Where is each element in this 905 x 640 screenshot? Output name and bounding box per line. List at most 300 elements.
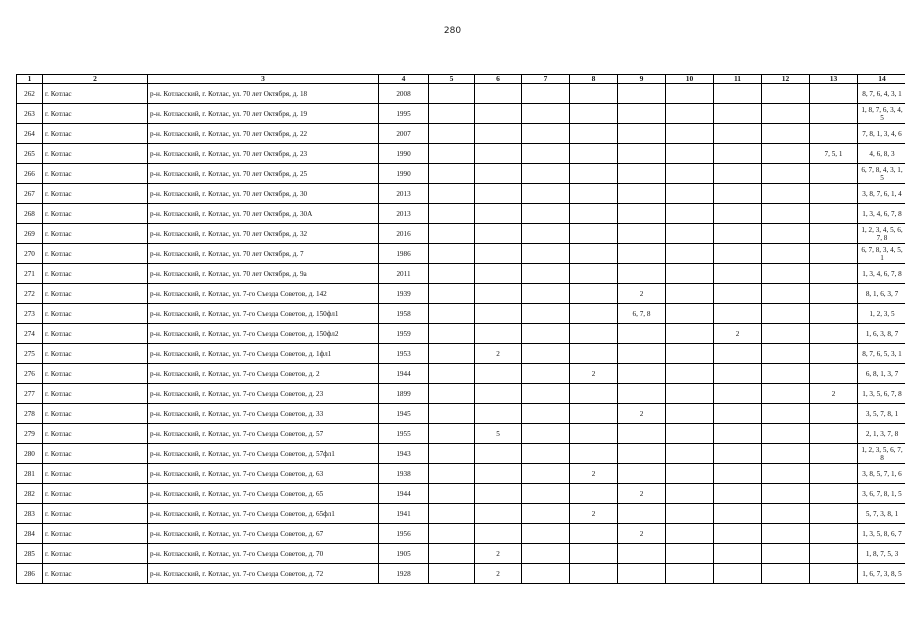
col-10-cell [666,524,714,544]
settlement-cell: г. Котлас [43,484,148,504]
col-10-cell [666,184,714,204]
col-6-cell: 2 [475,564,522,584]
column-header-3: 3 [148,75,379,84]
col-8-cell [570,564,618,584]
col-14-cell: 8, 7, 6, 5, 3, 1 [858,344,905,364]
col-13-cell [810,444,858,464]
col-14-cell: 1, 3, 5, 6, 7, 8 [858,384,905,404]
col-12-cell [762,284,810,304]
col-9-cell: 2 [618,284,666,304]
table-row [17,284,905,304]
col-6-cell [475,384,522,404]
year-cell: 1941 [379,504,429,524]
col-11-cell [714,144,762,164]
col-12-cell [762,444,810,464]
settlement-cell: г. Котлас [43,284,148,304]
col-13-cell [810,224,858,244]
col-11-cell [714,184,762,204]
column-header-4: 4 [379,75,429,84]
col-8-cell [570,524,618,544]
col-7-cell [522,84,570,104]
col-7-cell [522,324,570,344]
year-cell: 2016 [379,224,429,244]
table-row [17,564,905,584]
col-10-cell [666,244,714,264]
col-13-cell [810,344,858,364]
address-cell: р-н. Котласский, г. Котлас, ул. 70 лет Октября, д. 32 [148,224,379,244]
column-header-5: 5 [429,75,475,84]
col-8-cell: 2 [570,364,618,384]
table-row [17,184,905,204]
column-header-2: 2 [43,75,148,84]
col-8-cell [570,484,618,504]
year-cell: 1995 [379,104,429,124]
col-13-cell [810,424,858,444]
year-cell: 1990 [379,164,429,184]
col-7-cell [522,504,570,524]
settlement-cell: г. Котлас [43,344,148,364]
row-number-cell: 284 [17,524,43,544]
col-8-cell [570,404,618,424]
col-9-cell [618,164,666,184]
col-10-cell [666,124,714,144]
col-5-cell [429,244,475,264]
col-5-cell [429,444,475,464]
col-7-cell [522,424,570,444]
col-12-cell [762,244,810,264]
col-6-cell [475,104,522,124]
address-cell: р-н. Котласский, г. Котлас, ул. 70 лет Октября, д. 23 [148,144,379,164]
row-number-cell: 279 [17,424,43,444]
year-cell: 1938 [379,464,429,484]
col-13-cell [810,544,858,564]
col-9-cell [618,544,666,564]
col-8-cell: 2 [570,464,618,484]
table-row [17,444,905,464]
col-6-cell [475,464,522,484]
col-10-cell [666,424,714,444]
col-9-cell [618,384,666,404]
col-9-cell [618,364,666,384]
settlement-cell: г. Котлас [43,444,148,464]
col-11-cell [714,344,762,364]
col-6-cell [475,224,522,244]
col-14-cell: 3, 5, 7, 8, 1 [858,404,905,424]
col-13-cell [810,364,858,384]
col-12-cell [762,324,810,344]
col-7-cell [522,124,570,144]
col-11-cell [714,304,762,324]
col-14-cell: 1, 2, 3, 5, 6, 7, 8 [858,444,905,464]
col-12-cell [762,384,810,404]
col-10-cell [666,144,714,164]
col-7-cell [522,204,570,224]
year-cell: 1905 [379,544,429,564]
col-8-cell [570,124,618,144]
row-number-cell: 278 [17,404,43,424]
table-row [17,104,905,124]
column-header-13: 13 [810,75,858,84]
settlement-cell: г. Котлас [43,204,148,224]
col-6-cell [475,524,522,544]
col-5-cell [429,364,475,384]
row-number-cell: 262 [17,84,43,104]
table-row [17,324,905,344]
address-cell: р-н. Котласский, г. Котлас, ул. 7-го Съезда Советов, д. 150фл2 [148,324,379,344]
address-cell: р-н. Котласский, г. Котлас, ул. 7-го Съезда Советов, д. 67 [148,524,379,544]
row-number-cell: 286 [17,564,43,584]
col-7-cell [522,284,570,304]
col-14-cell: 8, 1, 6, 3, 7 [858,284,905,304]
col-8-cell [570,84,618,104]
col-13-cell [810,524,858,544]
col-9-cell: 2 [618,524,666,544]
column-header-9: 9 [618,75,666,84]
col-9-cell [618,224,666,244]
col-13-cell [810,324,858,344]
address-cell: р-н. Котласский, г. Котлас, ул. 7-го Съезда Советов, д. 33 [148,404,379,424]
table-row [17,124,905,144]
col-14-cell: 3, 6, 7, 8, 1, 5 [858,484,905,504]
address-cell: р-н. Котласский, г. Котлас, ул. 70 лет Октября, д. 7 [148,244,379,264]
settlement-cell: г. Котлас [43,504,148,524]
row-number-cell: 273 [17,304,43,324]
table-body [17,84,905,584]
table-row [17,484,905,504]
col-12-cell [762,184,810,204]
col-14-cell: 1, 2, 3, 5 [858,304,905,324]
col-7-cell [522,244,570,264]
table-row [17,264,905,284]
col-5-cell [429,304,475,324]
col-5-cell [429,144,475,164]
col-12-cell [762,544,810,564]
col-9-cell: 6, 7, 8 [618,304,666,324]
col-12-cell [762,564,810,584]
col-13-cell [810,464,858,484]
row-number-cell: 276 [17,364,43,384]
col-9-cell [618,444,666,464]
page-number: 280 [443,26,462,36]
col-11-cell [714,84,762,104]
col-5-cell [429,164,475,184]
col-11-cell [714,164,762,184]
col-8-cell [570,164,618,184]
col-11-cell [714,104,762,124]
col-11-cell [714,384,762,404]
row-number-cell: 264 [17,124,43,144]
col-5-cell [429,564,475,584]
col-9-cell [618,264,666,284]
col-12-cell [762,364,810,384]
col-12-cell [762,304,810,324]
row-number-cell: 277 [17,384,43,404]
address-cell: р-н. Котласский, г. Котлас, ул. 7-го Съезда Советов, д. 63 [148,464,379,484]
col-14-cell: 6, 8, 1, 3, 7 [858,364,905,384]
col-13-cell: 2 [810,384,858,404]
row-number-cell: 266 [17,164,43,184]
col-9-cell [618,464,666,484]
col-11-cell [714,524,762,544]
column-header-8: 8 [570,75,618,84]
address-cell: р-н. Котласский, г. Котлас, ул. 7-го Съезда Советов, д. 2 [148,364,379,384]
col-8-cell [570,144,618,164]
col-11-cell [714,364,762,384]
col-13-cell [810,404,858,424]
address-cell: р-н. Котласский, г. Котлас, ул. 70 лет Октября, д. 30 [148,184,379,204]
col-10-cell [666,544,714,564]
address-cell: р-н. Котласский, г. Котлас, ул. 7-го Съезда Советов, д. 150фл1 [148,304,379,324]
col-7-cell [522,164,570,184]
table-row [17,464,905,484]
row-number-cell: 274 [17,324,43,344]
col-13-cell: 7, 5, 1 [810,144,858,164]
col-5-cell [429,104,475,124]
col-6-cell [475,84,522,104]
col-10-cell [666,104,714,124]
year-cell: 1956 [379,524,429,544]
table-row [17,164,905,184]
settlement-cell: г. Котлас [43,184,148,204]
row-number-cell: 263 [17,104,43,124]
settlement-cell: г. Котлас [43,124,148,144]
col-9-cell [618,504,666,524]
col-10-cell [666,504,714,524]
col-11-cell [714,264,762,284]
col-7-cell [522,344,570,364]
col-7-cell [522,224,570,244]
col-11-cell [714,424,762,444]
row-number-cell: 265 [17,144,43,164]
address-cell: р-н. Котласский, г. Котлас, ул. 7-го Съезда Советов, д. 1фл1 [148,344,379,364]
col-8-cell [570,444,618,464]
address-cell: р-н. Котласский, г. Котлас, ул. 70 лет Октября, д. 19 [148,104,379,124]
col-14-cell: 7, 8, 1, 3, 4, 6 [858,124,905,144]
col-12-cell [762,124,810,144]
col-11-cell [714,444,762,464]
column-header-11: 11 [714,75,762,84]
settlement-cell: г. Котлас [43,264,148,284]
col-11-cell [714,544,762,564]
col-11-cell [714,124,762,144]
col-8-cell [570,384,618,404]
col-8-cell [570,284,618,304]
row-number-cell: 280 [17,444,43,464]
col-6-cell [475,404,522,424]
address-cell: р-н. Котласский, г. Котлас, ул. 7-го Съезда Советов, д. 57фл1 [148,444,379,464]
col-14-cell: 1, 3, 5, 8, 6, 7 [858,524,905,544]
settlement-cell: г. Котлас [43,104,148,124]
col-12-cell [762,504,810,524]
col-8-cell [570,324,618,344]
col-12-cell [762,204,810,224]
settlement-cell: г. Котлас [43,464,148,484]
col-9-cell [618,124,666,144]
col-8-cell [570,344,618,364]
col-14-cell: 1, 8, 7, 5, 3 [858,544,905,564]
table-row [17,364,905,384]
col-9-cell: 2 [618,484,666,504]
col-9-cell [618,144,666,164]
settlement-cell: г. Котлас [43,364,148,384]
col-10-cell [666,364,714,384]
col-7-cell [522,564,570,584]
col-14-cell: 1, 6, 7, 3, 8, 5 [858,564,905,584]
col-11-cell [714,484,762,504]
col-9-cell [618,424,666,444]
col-14-cell: 8, 7, 6, 4, 3, 1 [858,84,905,104]
column-header-14: 14 [858,75,905,84]
col-10-cell [666,464,714,484]
col-14-cell: 5, 7, 3, 8, 1 [858,504,905,524]
col-13-cell [810,104,858,124]
col-13-cell [810,304,858,324]
address-cell: р-н. Котласский, г. Котлас, ул. 7-го Съезда Советов, д. 72 [148,564,379,584]
col-5-cell [429,484,475,504]
col-6-cell [475,144,522,164]
year-cell: 2008 [379,84,429,104]
col-12-cell [762,144,810,164]
address-cell: р-н. Котласский, г. Котлас, ул. 7-го Съезда Советов, д. 70 [148,544,379,564]
address-cell: р-н. Котласский, г. Котлас, ул. 70 лет Октября, д. 22 [148,124,379,144]
col-14-cell: 6, 7, 8, 4, 3, 1, 5 [858,164,905,184]
col-10-cell [666,564,714,584]
row-number-cell: 272 [17,284,43,304]
col-5-cell [429,284,475,304]
row-number-cell: 267 [17,184,43,204]
col-5-cell [429,384,475,404]
col-5-cell [429,344,475,364]
col-14-cell: 1, 3, 4, 6, 7, 8 [858,204,905,224]
address-cell: р-н. Котласский, г. Котлас, ул. 7-го Съезда Советов, д. 57 [148,424,379,444]
year-cell: 1958 [379,304,429,324]
col-14-cell: 1, 2, 3, 4, 5, 6, 7, 8 [858,224,905,244]
col-12-cell [762,464,810,484]
col-7-cell [522,144,570,164]
row-number-cell: 285 [17,544,43,564]
year-cell: 1944 [379,364,429,384]
col-6-cell [475,164,522,184]
col-7-cell [522,404,570,424]
year-cell: 1955 [379,424,429,444]
col-11-cell [714,504,762,524]
address-cell: р-н. Котласский, г. Котлас, ул. 70 лет Октября, д. 18 [148,84,379,104]
row-number-cell: 283 [17,504,43,524]
col-13-cell [810,504,858,524]
col-6-cell [475,444,522,464]
column-header-10: 10 [666,75,714,84]
year-cell: 2013 [379,204,429,224]
col-7-cell [522,444,570,464]
col-6-cell [475,124,522,144]
col-10-cell [666,404,714,424]
col-5-cell [429,84,475,104]
col-10-cell [666,384,714,404]
year-cell: 1953 [379,344,429,364]
address-cell: р-н. Котласский, г. Котлас, ул. 7-го Съезда Советов, д. 23 [148,384,379,404]
col-5-cell [429,544,475,564]
col-8-cell: 2 [570,504,618,524]
settlement-cell: г. Котлас [43,84,148,104]
col-12-cell [762,164,810,184]
col-12-cell [762,484,810,504]
col-8-cell [570,544,618,564]
address-cell: р-н. Котласский, г. Котлас, ул. 70 лет Октября, д. 25 [148,164,379,184]
year-cell: 1928 [379,564,429,584]
col-5-cell [429,424,475,444]
col-9-cell [618,84,666,104]
col-10-cell [666,164,714,184]
col-7-cell [522,544,570,564]
year-cell: 2011 [379,264,429,284]
col-7-cell [522,384,570,404]
table-row [17,524,905,544]
col-12-cell [762,424,810,444]
col-13-cell [810,184,858,204]
col-5-cell [429,324,475,344]
table-row [17,244,905,264]
settlement-cell: г. Котлас [43,164,148,184]
col-5-cell [429,204,475,224]
year-cell: 1986 [379,244,429,264]
address-cell: р-н. Котласский, г. Котлас, ул. 70 лет Октября, д. 30А [148,204,379,224]
col-12-cell [762,524,810,544]
settlement-cell: г. Котлас [43,544,148,564]
col-14-cell: 6, 7, 8, 3, 4, 5, 1 [858,244,905,264]
col-7-cell [522,484,570,504]
col-11-cell [714,564,762,584]
col-8-cell [570,264,618,284]
col-9-cell [618,184,666,204]
column-header-6: 6 [475,75,522,84]
row-number-cell: 281 [17,464,43,484]
settlement-cell: г. Котлас [43,324,148,344]
table-row [17,384,905,404]
col-13-cell [810,124,858,144]
address-cell: р-н. Котласский, г. Котлас, ул. 7-го Съезда Советов, д. 65 [148,484,379,504]
col-12-cell [762,344,810,364]
col-13-cell [810,204,858,224]
settlement-cell: г. Котлас [43,244,148,264]
address-cell: р-н. Котласский, г. Котлас, ул. 7-го Съезда Советов, д. 65фл1 [148,504,379,524]
col-9-cell [618,244,666,264]
col-5-cell [429,184,475,204]
col-9-cell [618,104,666,124]
settlement-cell: г. Котлас [43,524,148,544]
col-11-cell [714,404,762,424]
col-6-cell [475,244,522,264]
table-row [17,224,905,244]
year-cell: 1959 [379,324,429,344]
settlement-cell: г. Котлас [43,384,148,404]
col-5-cell [429,404,475,424]
col-6-cell: 2 [475,544,522,564]
col-11-cell [714,224,762,244]
column-header-7: 7 [522,75,570,84]
settlement-cell: г. Котлас [43,144,148,164]
column-header-1: 1 [17,75,43,84]
year-cell: 1899 [379,384,429,404]
settlement-cell: г. Котлас [43,424,148,444]
col-10-cell [666,224,714,244]
table-row [17,144,905,164]
col-12-cell [762,104,810,124]
table-row [17,404,905,424]
col-13-cell [810,164,858,184]
col-9-cell [618,344,666,364]
year-cell: 1990 [379,144,429,164]
col-7-cell [522,304,570,324]
